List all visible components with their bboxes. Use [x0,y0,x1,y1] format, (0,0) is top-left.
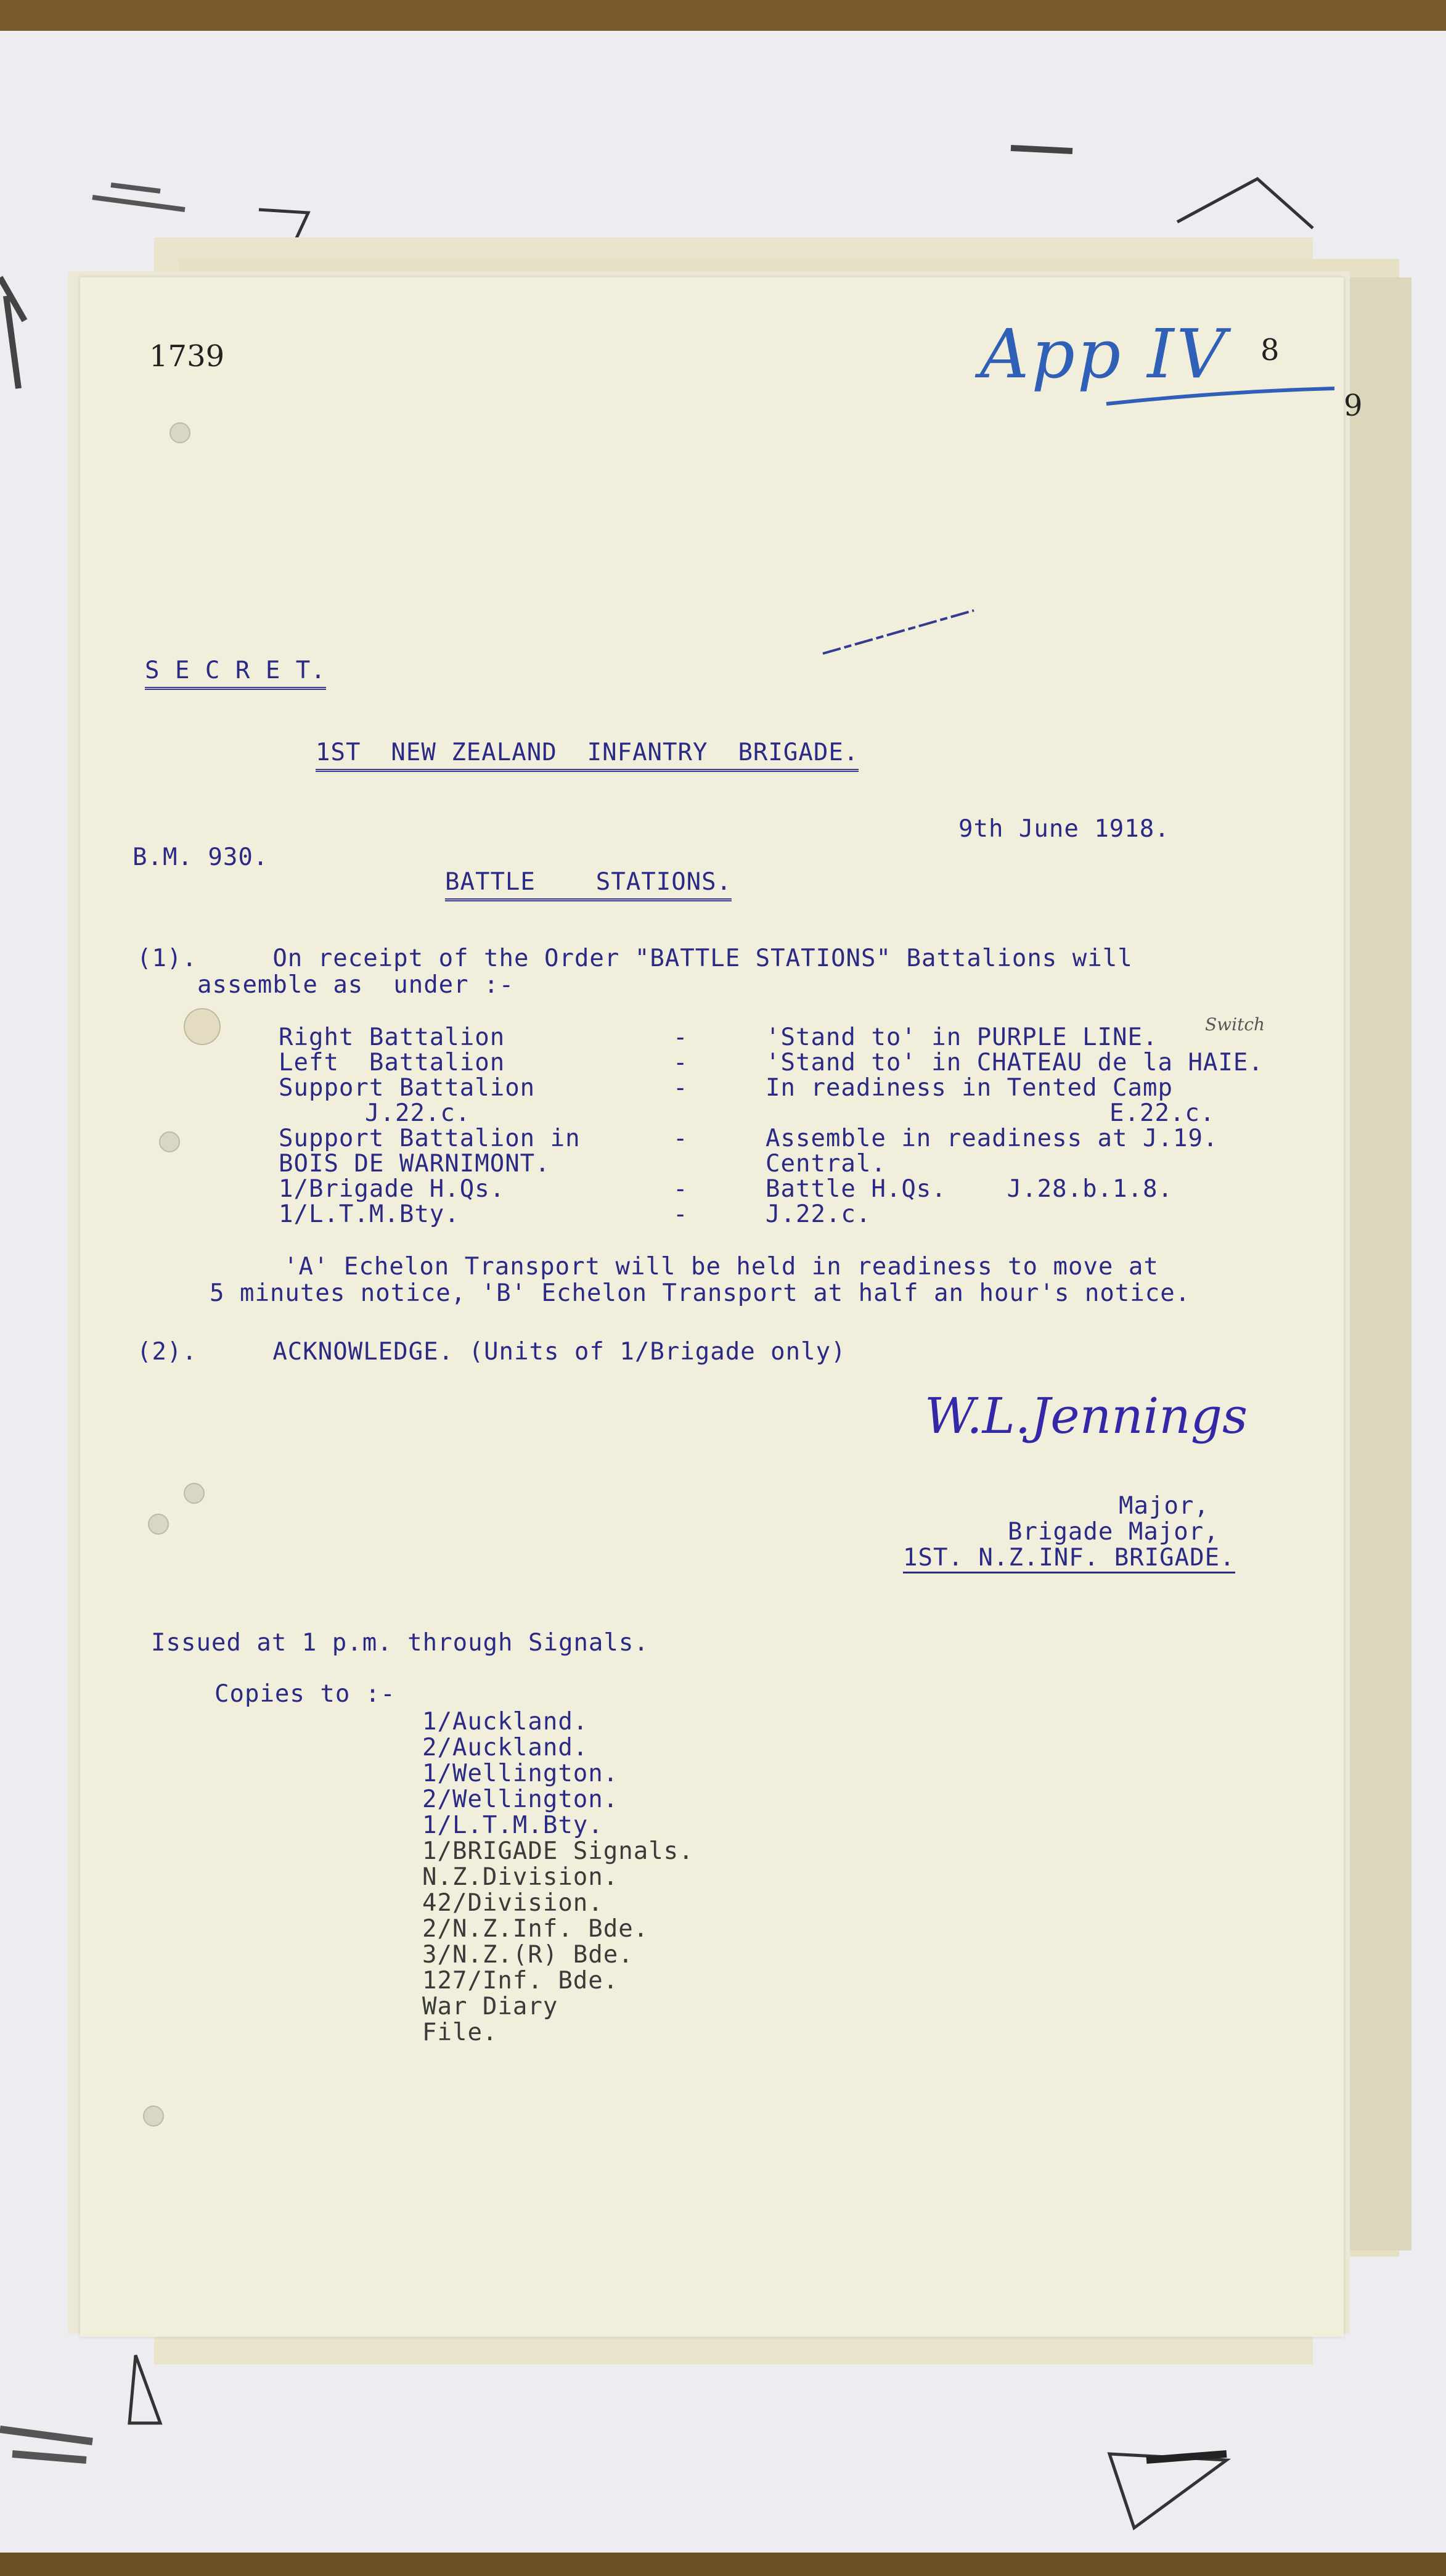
station-dash: - [673,1125,688,1152]
station-dash: - [673,1074,688,1102]
station-dash: - [673,1175,688,1203]
punch-hole [170,422,190,443]
station-unit: 1/L.T.M.Bty. [279,1200,460,1228]
station-unit: BOIS DE WARNIMONT. [279,1150,550,1178]
list-item: 1/Wellington. [422,1760,619,1787]
list-item: 1/Auckland. [422,1708,589,1736]
signoff-rank: Major, [1119,1492,1209,1520]
para-2: (2). ACKNOWLEDGE. (Units of 1/Brigade only) [137,1338,846,1366]
list-item: 1/L.T.M.Bty. [422,1811,603,1839]
punch-hole [184,1483,205,1504]
station-unit: Left Battalion [279,1049,505,1077]
station-action: In readiness in Tented Camp [766,1074,1173,1102]
station-action: E.22.c. [1109,1099,1215,1127]
transport-line-2: 5 minutes notice, 'B' Echelon Transport at half an hour's notice. [210,1279,1191,1307]
list-item: War Diary [422,1993,558,2020]
reference-number: B.M. 930. [133,843,269,871]
handwritten-appendix-note: App IV [980,314,1228,393]
station-action: 'Stand to' in CHATEAU de la HAIE. [766,1049,1264,1077]
station-dash: - [673,1049,688,1077]
document-date: 9th June 1918. [958,815,1170,843]
signoff-title: Brigade Major, [1008,1518,1219,1546]
page-number: 8 [1260,333,1280,367]
station-action: Assemble in readiness at J.19. [766,1125,1219,1152]
folio-number: 1739 [149,339,225,374]
station-dash: - [673,1023,688,1051]
station-action: Central. [766,1150,886,1178]
list-item: 127/Inf. Bde. [422,1967,619,1995]
ink-stroke [820,604,980,660]
punch-hole [159,1131,180,1152]
brigade-heading: 1ST NEW ZEALAND INFANTRY BRIGADE. [316,739,859,772]
para-1-line-2: assemble as under :- [197,971,515,999]
handwritten-underline [1103,385,1338,410]
list-item: 2/N.Z.Inf. Bde. [422,1915,649,1943]
pencil-margin-note: Switch [1205,1014,1265,1035]
punch-hole [148,1514,169,1535]
signoff-unit: 1ST. N.Z.INF. BRIGADE. [903,1544,1235,1573]
list-item: 2/Auckland. [422,1734,589,1762]
list-item: 1/BRIGADE Signals. [422,1837,694,1865]
station-dash: - [673,1200,688,1228]
classification-heading: S E C R E T. [145,657,326,690]
station-unit: Right Battalion [279,1023,505,1051]
station-action: 'Stand to' in PURPLE LINE. [766,1023,1158,1051]
station-unit: J.22.c. [365,1099,471,1127]
issued-note: Issued at 1 p.m. through Signals. [151,1629,649,1657]
order-title: BATTLE STATIONS. [445,868,732,901]
station-action: J.22.c. [766,1200,872,1228]
list-item: 3/N.Z.(R) Bde. [422,1941,634,1969]
station-unit: 1/Brigade H.Qs. [279,1175,505,1203]
punch-hole [143,2106,164,2127]
transport-line-1: 'A' Echelon Transport will be held in readiness to move at [284,1253,1159,1281]
list-item: N.Z.Division. [422,1863,619,1891]
next-page-number: 9 [1344,388,1363,423]
list-item: 42/Division. [422,1889,603,1917]
station-unit: Support Battalion in [279,1125,581,1152]
punch-hole [184,1008,221,1045]
para-1-line-1: (1). On receipt of the Order "BATTLE STATIONS" Battalions will [137,945,1133,972]
copies-label: Copies to :- [214,1680,396,1708]
station-action: Battle H.Qs. J.28.b.1.8. [766,1175,1173,1203]
document-page [80,277,1344,2337]
list-item: File. [422,2019,498,2046]
list-item: 2/Wellington. [422,1786,619,1813]
signature: W.L.Jennings [925,1387,1248,1445]
station-unit: Support Battalion [279,1074,536,1102]
